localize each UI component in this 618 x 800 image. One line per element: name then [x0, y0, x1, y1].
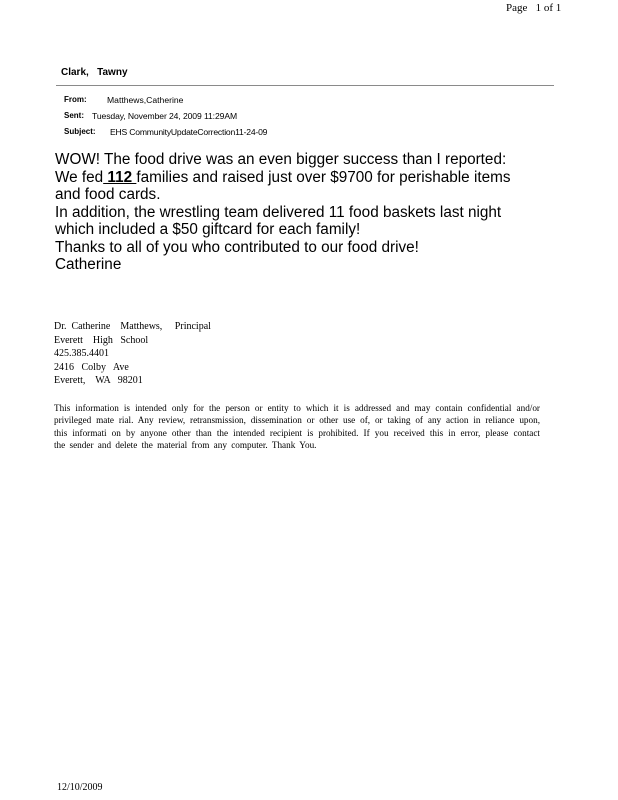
print-date: 12/10/2009 — [57, 782, 103, 793]
sent-label: Sent: — [64, 111, 84, 120]
message-text: families and raised just over $9700 for perishable items — [136, 168, 511, 186]
signature-name-title: Dr. Catherine Matthews, Principal — [54, 321, 211, 332]
message-body — [55, 151, 575, 274]
recipient-name: Clark, Tawny — [61, 67, 128, 78]
signature-street: 2416 Colby Ave — [54, 361, 129, 373]
confidentiality-disclaimer: This information is intended only for the person or entity to which it is addressed and may contain confidential and/or privileged mate rial. Any review, retransmission, dissemination or other use of, or taking of any action in reliance upon, this informati on by anyone other than the intended recipient is prohibited. If you received this in error, please contact the sender and delete the material from any computer. Thank You. — [54, 403, 540, 450]
subject-label: Subject: — [64, 127, 96, 136]
sent-value: Tuesday, November 24, 2009 11:29AM — [92, 111, 238, 121]
from-value: Matthews,Catherine — [107, 95, 184, 105]
message-line: Thanks to all of you who contributed to our food drive! — [55, 238, 419, 256]
from-label: From: — [64, 95, 87, 104]
signature-block — [54, 320, 211, 388]
subject-value: EHS CommunityUpdateCorrection11-24-09 — [110, 127, 268, 137]
message-line — [55, 169, 575, 187]
signature-phone: 425.385.4401 — [54, 348, 109, 359]
signature-school: Everett High School — [54, 334, 149, 346]
header-divider — [56, 85, 554, 86]
message-line: and food cards. — [55, 186, 161, 203]
message-text: We fed — [55, 168, 104, 186]
message-signoff: Catherine — [55, 256, 122, 273]
message-line: WOW! The food drive was an even bigger success than I reported: — [55, 151, 507, 168]
signature-city: Everett, WA 98201 — [54, 375, 143, 386]
message-line: which included a $50 giftcard for each family! — [55, 221, 361, 238]
page-indicator: Page 1 of 1 — [506, 2, 562, 14]
message-line: In addition, the wrestling team delivered 11 food baskets last night — [55, 203, 502, 221]
families-fed-count: 112 — [103, 168, 137, 186]
